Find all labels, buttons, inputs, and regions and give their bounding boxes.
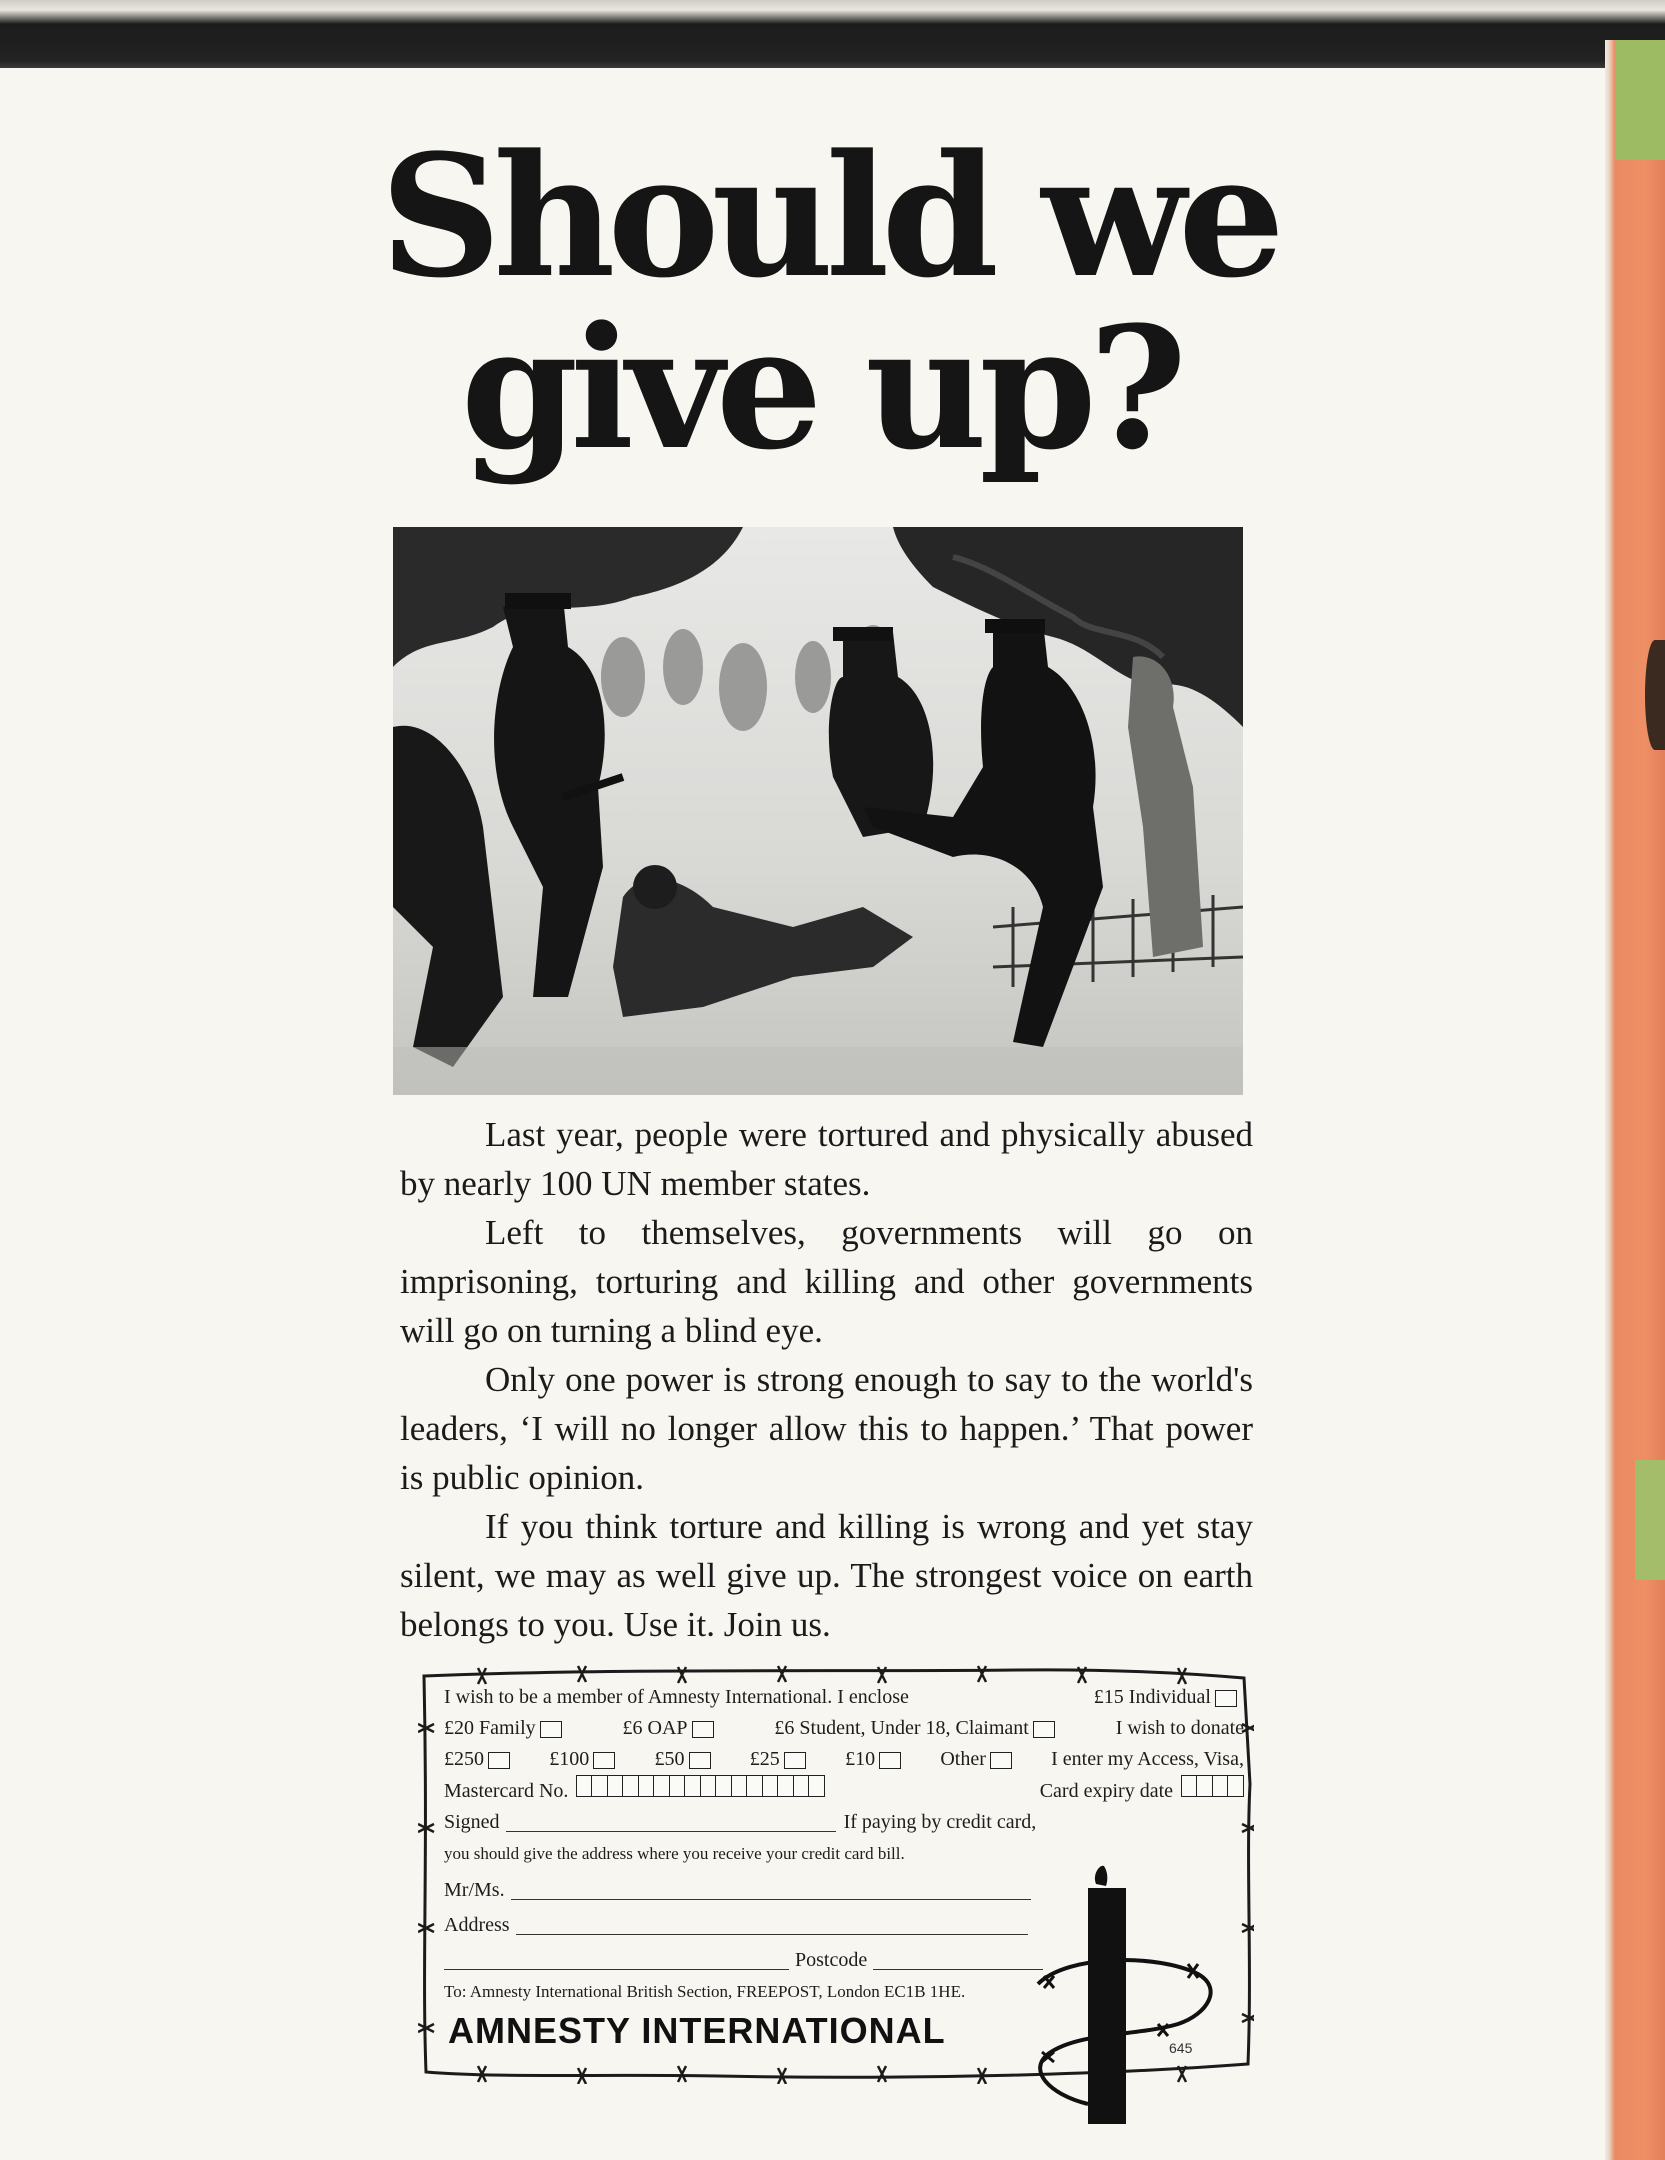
edge-green-block [1615,40,1665,160]
coupon-form [444,1682,1244,2007]
name-label: Mr/Ms. [444,1879,505,1901]
coupon-row-5 [444,1807,1244,1838]
address-field[interactable] [516,1916,1028,1935]
student-label: £6 Student, Under 18, Claimant [774,1717,1029,1739]
edge-dark-notch [1645,640,1665,750]
freepost-address: To: Amnesty International British Section, FREEPOST, London EC1B 1HE. [444,1982,966,2001]
headline-line-2: give up? [460,289,1180,487]
address-field-line-2[interactable] [444,1951,789,1970]
access-visa-label: I enter my Access, Visa, [1051,1748,1244,1770]
individual-label: £15 Individual [1093,1686,1211,1708]
coupon-row-3 [444,1744,1244,1775]
donate-25-label: £25 [749,1748,780,1770]
coupon-row-8 [444,1910,1244,1941]
individual-checkbox[interactable] [1215,1690,1237,1707]
donate-250-checkbox[interactable] [488,1752,510,1769]
postcode-field[interactable] [873,1951,1043,1970]
card-expiry-input[interactable] [1182,1775,1244,1797]
family-checkbox[interactable] [540,1721,562,1738]
donate-10-label: £10 [845,1748,876,1770]
edge-green-block-lower [1635,1460,1665,1580]
address-label: Address [444,1914,510,1936]
donate-250-label: £250 [444,1748,484,1770]
ad-code: 645 [1169,2040,1193,2056]
credit-address-note: you should give the address where you receive your credit card bill. [444,1844,905,1863]
donate-10-checkbox[interactable] [879,1752,901,1769]
amnesty-international-logo: AMNESTY INTERNATIONAL [448,2010,946,2051]
coupon-row-1 [444,1682,1244,1713]
student-checkbox[interactable] [1033,1721,1055,1738]
credit-note-label: If paying by credit card, [843,1811,1037,1833]
membership-coupon [418,1664,1254,2084]
oap-checkbox[interactable] [692,1721,714,1738]
coupon-row-6 [444,1838,1244,1869]
donate-50-label: £50 [654,1748,685,1770]
coupon-row-9 [444,1945,1244,1976]
donate-50-checkbox[interactable] [689,1752,711,1769]
card-number-input[interactable] [577,1775,825,1797]
name-field[interactable] [511,1881,1031,1900]
news-photo [393,527,1243,1095]
coupon-row-2 [444,1713,1244,1744]
signature-field[interactable] [506,1813,836,1832]
next-page-edge [1605,40,1665,2160]
headline-line-1: Should we [380,117,1277,315]
family-label: £20 Family [444,1717,536,1739]
coupon-row-4 [444,1775,1244,1807]
coupon-row-7 [444,1875,1244,1906]
mastercard-label: Mastercard No. [444,1780,569,1802]
body-paragraph: If you think torture and killing is wrong and yet stay silent, we may as well give up. The strongest voice on earth belongs to you. Use it. Join us. [400,1507,1253,1644]
donate-other-checkbox[interactable] [990,1752,1012,1769]
body-paragraph: Last year, people were tortured and physically abused by nearly 100 UN member states. [400,1115,1253,1203]
signed-label: Signed [444,1811,500,1833]
photo-police-beating-protester-icon [393,527,1243,1095]
donate-other-label: Other [940,1748,986,1770]
donate-25-checkbox[interactable] [784,1752,806,1769]
donate-label: I wish to donate [1115,1717,1244,1739]
body-copy [400,1110,1253,1649]
oap-label: £6 OAP [622,1717,688,1739]
coupon-intro-text: I wish to be a member of Amnesty International. I enclose [444,1686,909,1708]
body-paragraph: Only one power is strong enough to say to the world's leaders, ‘I will no longer allow this to happen.’ That power is public opinion. [400,1360,1253,1497]
card-expiry-label: Card expiry date [1039,1780,1173,1802]
donate-100-checkbox[interactable] [593,1752,615,1769]
ad-headline [380,117,1277,487]
coupon-row-10 [444,1976,1244,2007]
postcode-label: Postcode [795,1949,868,1971]
page-top-edge [0,0,1665,68]
body-paragraph: Left to themselves, governments will go on imprisoning, torturing and killing and other governments will go on turning a blind eye. [400,1213,1253,1350]
donate-100-label: £100 [549,1748,590,1770]
